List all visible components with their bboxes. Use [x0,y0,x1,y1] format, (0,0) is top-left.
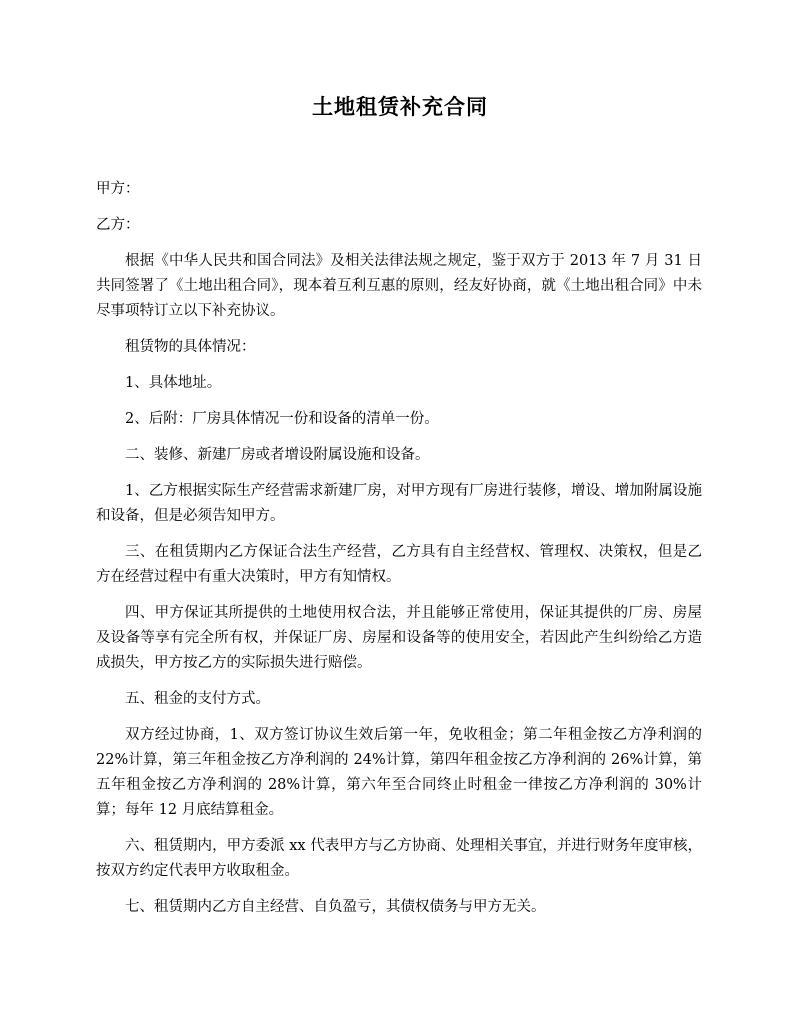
section-five-heading: 五、租金的支付方式。 [125,691,270,707]
party-b-line: 乙方： [96,217,140,233]
section-two-clause: 1、乙方根据实际生产经营需求新建厂房，对甲方现有厂房进行装修，增设、增加附属设施和设备，但是必须告知甲方。 [96,483,702,524]
party-a-line: 甲方： [96,181,140,197]
section-three-clause: 三、在租赁期内乙方保证合法生产经营，乙方具有自主经营权、管理权、决策权，但是乙方在经营过程中有重大决策时，甲方有知情权。 [96,544,702,585]
attachment-item: 2、后附：厂房具体情况一份和设备的清单一份。 [125,411,439,427]
preamble-paragraph: 根据《中华人民共和国合同法》及相关法律法规之规定，鉴于双方于 2013 年 7 月 31 日共同签署了《土地出租合同》，现本着互利互惠的原则，经友好协商，就《土地出租合同》中未尽事项特订立以下补充协议。 [96,253,702,319]
section-four-clause: 四、甲方保证其所提供的土地使用权合法，并且能够正常使用，保证其提供的厂房、房屋及设备等享有完全所有权，并保证厂房、房屋和设备等的使用安全，若因此产生纠纷给乙方造成损失，甲方按乙方的实际损失进行赔偿。 [96,605,702,671]
section-seven-clause: 七、租赁期内乙方自主经营、自负盈亏，其债权债务与甲方无关。 [125,899,546,915]
address-item: 1、具体地址。 [125,375,222,391]
document-title: 土地租赁补充合同 [312,95,488,119]
section-two-heading: 二、装修、新建厂房或者增设附属设施和设备。 [125,447,430,463]
leased-property-heading: 租赁物的具体情况： [125,339,256,355]
rent-payment-clause: 双方经过协商，1、双方签订协议生效后第一年，免收租金；第二年租金按乙方净利润的 22%计算，第三年租金按乙方净利润的 24%计算，第四年租金按乙方净利润的 26%计算，第五年租金按乙方净利润的 28%计算，第六年至合同终止时租金一律按乙方净利润的 30%计算；每年 12 月底结算租金。 [96,727,702,818]
section-six-clause: 六、租赁期内，甲方委派 xx 代表甲方与乙方协商、处理相关事宜，并进行财务年度审核，按双方约定代表甲方收取租金。 [96,838,702,879]
document-body [96,177,702,931]
